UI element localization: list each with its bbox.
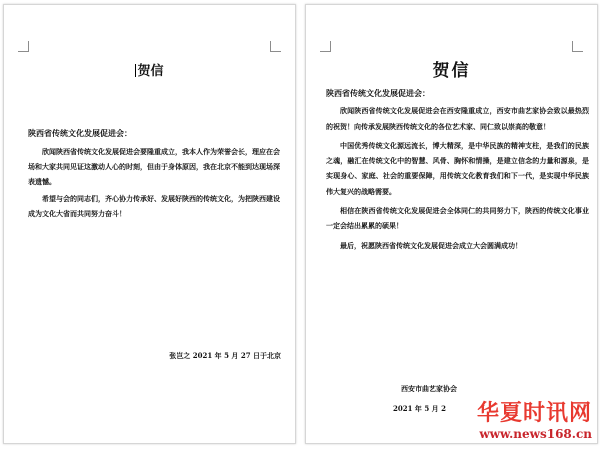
letter-title: 贺信: [137, 64, 164, 79]
page-corner-mark: [270, 41, 281, 52]
letter-page-right: [305, 4, 598, 444]
letter-paragraph: 相信在陕西省传统文化发展促进会全体同仁的共同努力下，陕西的传统文化事业一定会结出累累的硕果！: [326, 206, 589, 231]
watermark-logo-text: 华夏时讯网: [476, 401, 592, 426]
letter-paragraph: 中国优秀传统文化源远流长，博大精深，是中华民族的精神支柱，是我们的民族之魂，融汇在传统文化中的智慧、风骨、胸怀和情操，是建立信念的力量和源泉，是实现身心、家庭、社会的重要保障，用传统文化教育我们和下一代，是实现中华民族伟大复兴的战略需要。: [326, 140, 589, 196]
letter-paragraph: 最后，祝愿陕西省传统文化发展促进会成立大会圆满成功！: [340, 240, 522, 250]
page-corner-mark: [18, 41, 29, 52]
letter-paragraph: 欣闻陕西省传统文化发展促进会要隆重成立，我本人作为荣誉会长，理应在会场和大家共同见证这激动人心的时刻，但由于身体原因，我在北京不能到达现场深表遗憾。: [28, 147, 280, 186]
letter-salutation: 陕西省传统文化发展促进会：: [28, 128, 132, 138]
letter-paragraph: 希望与会的同志们，齐心协力传承好、发展好陕西的传统文化，为把陕西建设成为文化大省而共同努力奋斗！: [28, 194, 280, 218]
letter-organization: 西安市曲艺家协会: [401, 384, 457, 393]
site-watermark: [477, 401, 592, 441]
letter-body: [326, 86, 589, 257]
letter-body: [28, 126, 280, 223]
letter-salutation: 陕西省传统文化发展促进会：: [326, 88, 430, 98]
letter-paragraph: 欣闻陕西省传统文化发展促进会在西安隆重成立，西安市曲艺家协会致以最热烈的祝贺！向传承发展陕西传统文化的各位艺术家、同仁致以崇高的敬意！: [326, 106, 589, 131]
letter-signature: 张岂之 2021 年 5 月 27 日于北京: [169, 351, 281, 360]
letter-page-left: [3, 4, 296, 444]
page-corner-mark: [572, 41, 583, 52]
watermark-url: www.news168.cn: [479, 427, 592, 441]
letter-date: 2021 年 5 月 2: [393, 404, 446, 413]
page-corner-mark: [320, 41, 331, 52]
letter-title: 贺信: [432, 61, 471, 81]
